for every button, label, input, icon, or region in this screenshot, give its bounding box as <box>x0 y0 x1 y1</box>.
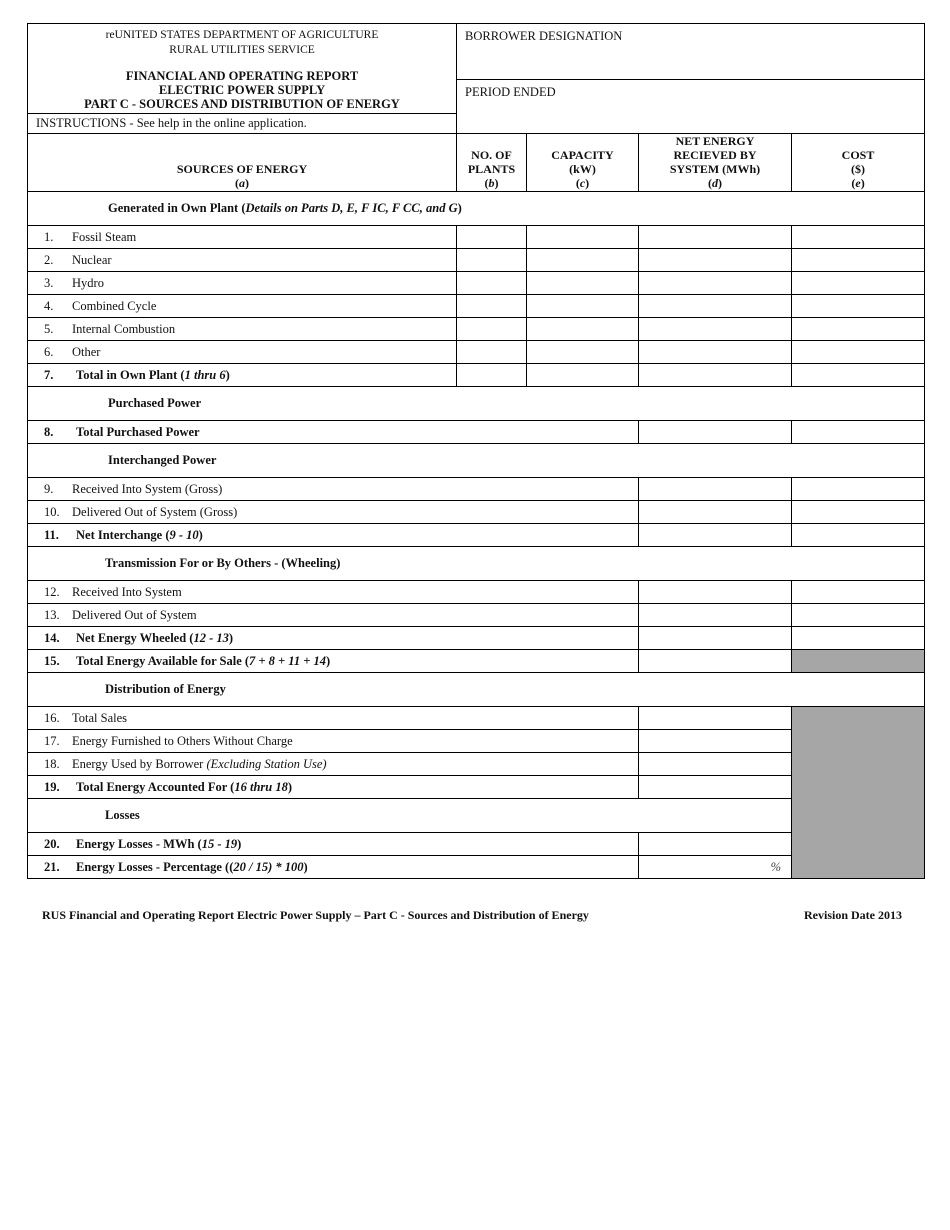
sources-distribution-table <box>27 23 925 879</box>
input-capacity[interactable] <box>527 364 639 387</box>
row-number: 11. <box>44 527 59 542</box>
row-number: 12. <box>44 584 60 599</box>
col-head-d: NET ENERGY RECIEVED BY SYSTEM (MWh) (d) <box>639 134 792 192</box>
row-7 <box>28 364 925 387</box>
row-8 <box>28 421 925 444</box>
row-label-italic: 1 thru 6 <box>184 367 226 382</box>
row-number: 1. <box>44 229 54 244</box>
row-number: 21. <box>44 859 60 874</box>
input-net-energy[interactable] <box>639 833 792 856</box>
input-plants[interactable] <box>457 295 527 318</box>
input-net-energy[interactable] <box>639 776 792 799</box>
input-loss-percentage[interactable] <box>639 856 792 879</box>
input-capacity[interactable] <box>527 318 639 341</box>
input-plants[interactable] <box>457 364 527 387</box>
row-number: 5. <box>44 321 54 336</box>
row-label-italic: 20 / 15) * 100 <box>233 859 304 874</box>
input-cost[interactable] <box>792 627 925 650</box>
input-net-energy[interactable] <box>639 581 792 604</box>
borrower-designation-field[interactable] <box>457 24 925 80</box>
row-number: 3. <box>44 275 54 290</box>
col-a-letter: a <box>239 176 245 190</box>
row-5 <box>28 318 925 341</box>
period-ended-label: PERIOD ENDED <box>465 85 556 99</box>
row-13 <box>28 604 925 627</box>
row-2 <box>28 249 925 272</box>
row-label: Fossil Steam <box>72 229 137 244</box>
row-label: Nuclear <box>72 252 112 267</box>
title-line-1: FINANCIAL AND OPERATING REPORT <box>125 69 359 83</box>
row-4 <box>28 295 925 318</box>
row-label: Energy Losses - MWh ( <box>76 836 202 851</box>
row-number: 6. <box>44 344 54 359</box>
instructions: INSTRUCTIONS - See help in the online application. <box>28 114 457 134</box>
row-label: Energy Furnished to Others Without Charge <box>72 733 293 748</box>
input-net-energy[interactable] <box>639 707 792 730</box>
input-net-energy[interactable] <box>639 524 792 547</box>
row-label-italic: (Excluding Station Use) <box>206 756 327 771</box>
row-number: 17. <box>44 733 60 748</box>
agency-line-2: RURAL UTILITIES SERVICE <box>169 44 315 56</box>
col-d-title-3: SYSTEM (MWh) <box>669 162 761 176</box>
row-number: 18. <box>44 756 60 771</box>
row-number: 9. <box>44 481 54 496</box>
row-number: 13. <box>44 607 60 622</box>
row-label: Total Energy Available for Sale ( <box>76 653 250 668</box>
row-11 <box>28 524 925 547</box>
row-6 <box>28 341 925 364</box>
row-number: 15. <box>44 653 60 668</box>
input-net-energy[interactable] <box>639 604 792 627</box>
row-label: Energy Losses - Percentage (( <box>76 859 234 874</box>
footer-title: RUS Financial and Operating Report Electric Power Supply – Part C - Sources and Distribution of Energy <box>42 908 589 922</box>
row-number: 7. <box>44 367 54 382</box>
row-label: Total in Own Plant ( <box>76 367 185 382</box>
row-number: 4. <box>44 298 54 313</box>
input-cost[interactable] <box>792 249 925 272</box>
col-d-letter: d <box>712 176 718 190</box>
form-part-c <box>27 23 924 879</box>
title-line-2: ELECTRIC POWER SUPPLY <box>158 83 326 97</box>
section-interchanged-power: Interchanged Power <box>28 444 925 478</box>
input-net-energy[interactable] <box>639 753 792 776</box>
input-cost[interactable] <box>792 421 925 444</box>
col-e-title-2: ($) <box>851 162 866 176</box>
row-17 <box>28 730 925 753</box>
row-9 <box>28 478 925 501</box>
input-net-energy[interactable] <box>639 650 792 673</box>
row-label-close: ) <box>237 836 242 851</box>
row-number: 10. <box>44 504 60 519</box>
section-own-plant-close: ) <box>457 201 462 215</box>
borrower-designation-label: BORROWER DESIGNATION <box>465 29 623 43</box>
section-purchased-power: Purchased Power <box>28 387 925 421</box>
col-e-title-1: COST <box>841 148 875 162</box>
col-b-title-2: PLANTS <box>467 162 516 176</box>
input-plants[interactable] <box>457 226 527 249</box>
input-net-energy[interactable] <box>639 364 792 387</box>
input-cost[interactable] <box>792 272 925 295</box>
period-ended-field[interactable] <box>457 80 925 134</box>
col-head-b: NO. OF PLANTS (b) <box>457 134 527 192</box>
col-d-title-1: NET ENERGY <box>675 134 755 148</box>
col-d-title-2: RECIEVED BY <box>673 148 757 162</box>
row-19 <box>28 776 925 799</box>
input-net-energy[interactable] <box>639 318 792 341</box>
row-3 <box>28 272 925 295</box>
input-capacity[interactable] <box>527 226 639 249</box>
row-label: Internal Combustion <box>72 321 176 336</box>
row-number: 20. <box>44 836 60 851</box>
input-cost[interactable] <box>792 524 925 547</box>
input-cost[interactable] <box>792 501 925 524</box>
input-net-energy[interactable] <box>639 501 792 524</box>
row-18 <box>28 753 925 776</box>
section-own-plant-italic: Details on Parts D, E, F IC, F CC, and G <box>245 201 458 215</box>
section-distribution: Distribution of Energy <box>28 673 925 707</box>
col-b-letter: b <box>488 176 495 190</box>
row-label: Received Into System <box>72 584 182 599</box>
row-label: Hydro <box>72 275 104 290</box>
input-net-energy[interactable] <box>639 249 792 272</box>
agency-line-1: reUNITED STATES DEPARTMENT OF AGRICULTURE <box>105 29 379 41</box>
input-net-energy[interactable] <box>639 627 792 650</box>
input-capacity[interactable] <box>527 295 639 318</box>
row-10 <box>28 501 925 524</box>
row-label-italic: 15 - 19 <box>201 836 238 851</box>
input-cost[interactable] <box>792 364 925 387</box>
section-own-plant-text: Generated in Own Plant ( <box>108 201 246 215</box>
row-14 <box>28 627 925 650</box>
percent-unit: % <box>770 859 781 874</box>
input-cost[interactable] <box>792 581 925 604</box>
row-label: Net Energy Wheeled ( <box>76 630 194 645</box>
col-head-e: COST ($) (e) <box>792 134 925 192</box>
row-label-close: ) <box>325 653 331 668</box>
col-c-letter: c <box>579 176 586 190</box>
row-label: Other <box>72 344 101 359</box>
row-label-close: ) <box>228 630 234 645</box>
revision-date: Revision Date 2013 <box>804 908 902 922</box>
row-label-italic: 16 thru 18 <box>234 779 288 794</box>
row-20 <box>28 833 925 856</box>
row-label-italic: 9 - 10 <box>169 527 199 542</box>
row-label: Delivered Out of System <box>72 607 197 622</box>
row-label-italic: 12 - 13 <box>193 630 229 645</box>
input-capacity[interactable] <box>527 249 639 272</box>
row-label-italic: 7 + 8 + 11 + 14 <box>249 653 326 668</box>
input-net-energy[interactable] <box>639 341 792 364</box>
col-e-letter: e <box>855 176 861 190</box>
input-net-energy[interactable] <box>639 272 792 295</box>
input-plants[interactable] <box>457 272 527 295</box>
row-1 <box>28 226 925 249</box>
col-c-title-1: CAPACITY <box>551 148 614 162</box>
row-label: Combined Cycle <box>72 298 157 313</box>
row-label: Received Into System (Gross) <box>72 481 223 496</box>
page-footer <box>42 908 902 923</box>
title-line-3: PART C - SOURCES AND DISTRIBUTION OF ENERGY <box>84 97 400 111</box>
row-label: Total Sales <box>72 710 128 725</box>
row-label-close: ) <box>198 527 203 542</box>
row-label: Delivered Out of System (Gross) <box>72 504 238 519</box>
section-losses: Losses <box>28 799 792 833</box>
row-label-close: ) <box>225 367 230 382</box>
col-head-a: SOURCES OF ENERGY (a) <box>28 134 457 192</box>
row-label: Total Purchased Power <box>76 424 200 439</box>
row-number: 16. <box>44 710 60 725</box>
input-plants[interactable] <box>457 341 527 364</box>
row-label: Energy Used by Borrower <box>72 756 207 771</box>
input-capacity[interactable] <box>527 272 639 295</box>
input-plants[interactable] <box>457 249 527 272</box>
col-c-title-2: (kW) <box>569 162 596 176</box>
row-number: 8. <box>44 424 54 439</box>
row-label: Net Interchange ( <box>76 527 170 542</box>
col-head-c: CAPACITY (kW) (c) <box>527 134 639 192</box>
input-cost[interactable] <box>792 318 925 341</box>
input-plants[interactable] <box>457 318 527 341</box>
input-cost[interactable] <box>792 604 925 627</box>
row-label-close: ) <box>287 779 293 794</box>
row-label-close: ) <box>303 859 308 874</box>
shaded-cell <box>792 707 925 879</box>
report-header <box>28 24 457 114</box>
input-cost[interactable] <box>792 478 925 501</box>
row-number: 14. <box>44 630 60 645</box>
row-15 <box>28 650 925 673</box>
input-cost[interactable] <box>792 341 925 364</box>
input-net-energy[interactable] <box>639 730 792 753</box>
col-b-title-1: NO. OF <box>471 148 512 162</box>
input-net-energy[interactable] <box>639 421 792 444</box>
input-cost[interactable] <box>792 226 925 249</box>
col-a-title: SOURCES OF ENERGY <box>176 162 308 176</box>
section-wheeling: Transmission For or By Others - (Wheeling) <box>28 547 925 581</box>
input-net-energy[interactable] <box>639 226 792 249</box>
row-number: 19. <box>44 779 60 794</box>
input-capacity[interactable] <box>527 341 639 364</box>
input-net-energy[interactable] <box>639 295 792 318</box>
input-net-energy[interactable] <box>639 478 792 501</box>
shaded-cell <box>792 650 925 673</box>
section-own-plant <box>28 192 925 226</box>
row-12 <box>28 581 925 604</box>
row-21 <box>28 856 925 879</box>
row-number: 2. <box>44 252 54 267</box>
row-label: Total Energy Accounted For ( <box>76 779 235 794</box>
input-cost[interactable] <box>792 295 925 318</box>
row-16 <box>28 707 925 730</box>
